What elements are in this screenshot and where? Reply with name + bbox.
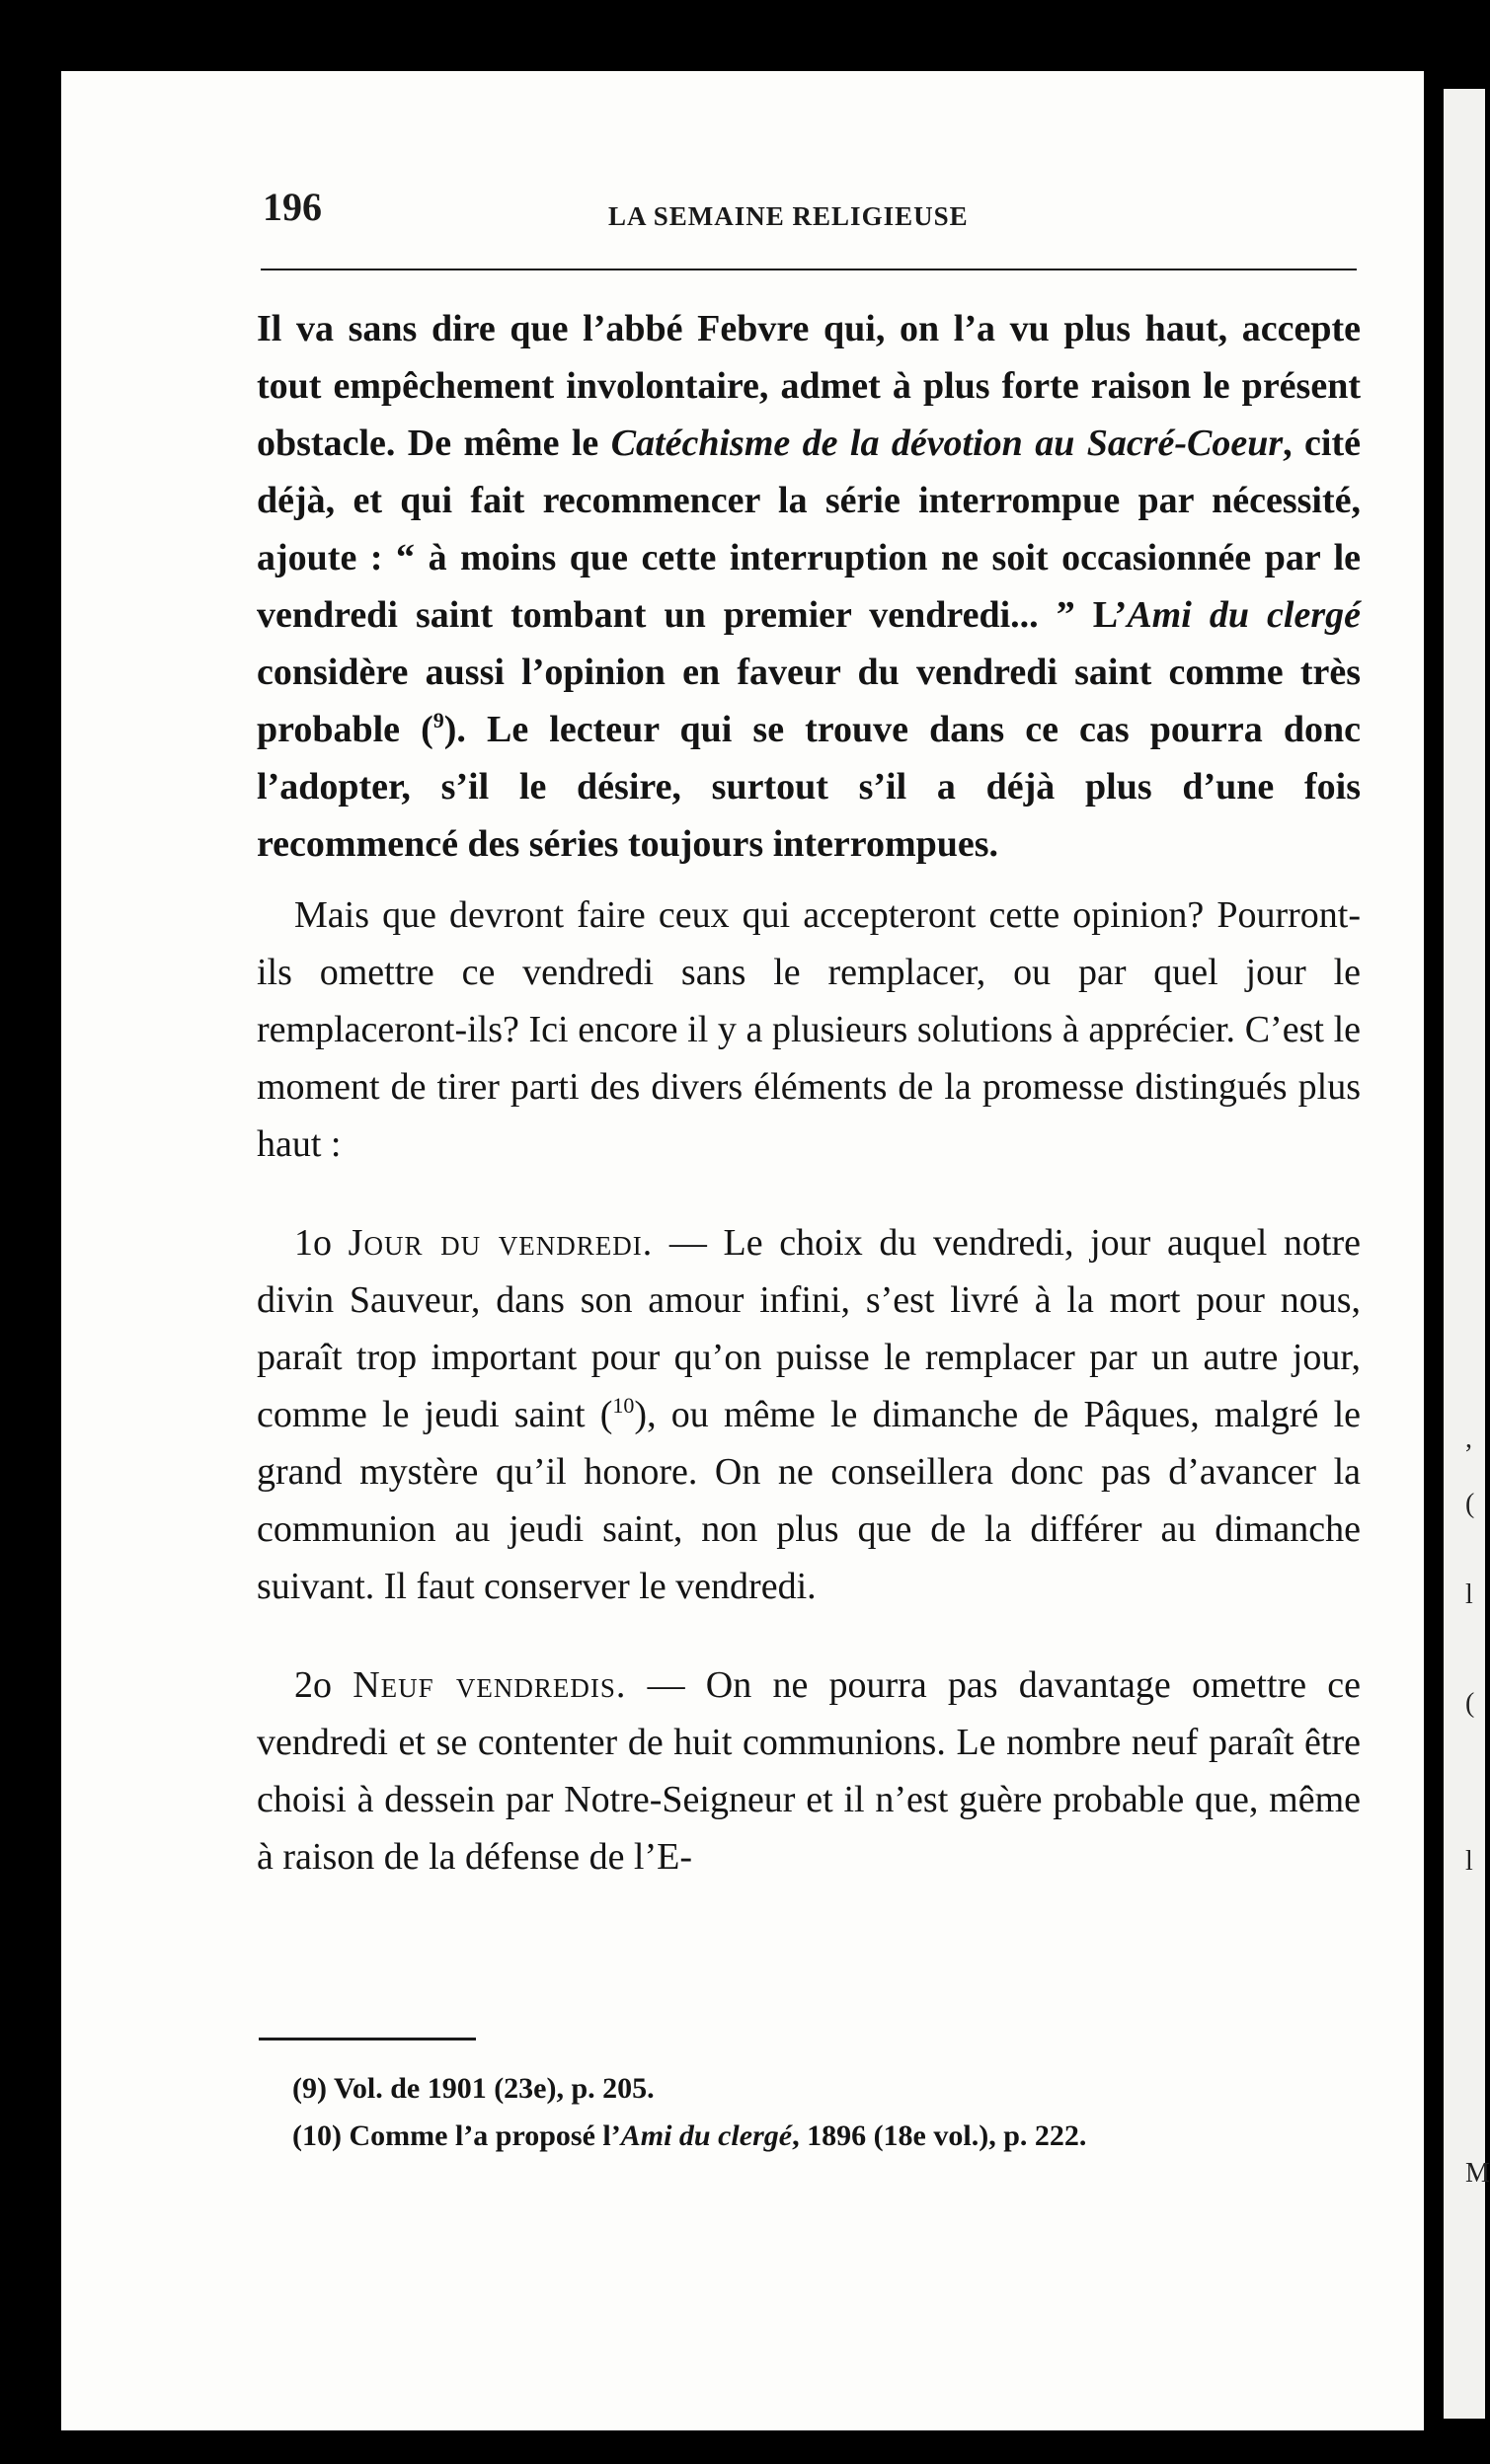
adjacent-page-glyph: l bbox=[1465, 1579, 1473, 1610]
section-number: 2o bbox=[294, 1664, 332, 1706]
footnote-text: Comme l’a proposé l’ bbox=[341, 2119, 621, 2152]
footnotes bbox=[292, 2065, 1369, 2160]
footnote-reference: 10 bbox=[612, 1393, 635, 1418]
adjacent-page-glyph: ( bbox=[1465, 1489, 1475, 1519]
adjacent-page-edge bbox=[1444, 89, 1485, 2419]
text-run: , cité déjà, et qui fait recommencer la série interrompue par nécessité, ajoute : “ à moins que cette interruption ne soit occasionnée par le vendredi saint tombant un premier vendredi... ” L’ bbox=[257, 423, 1362, 636]
text-run: ), ou même le dimanche de Pâques, malgré le grand mystère qu’il honore. On ne conseillera donc pas d’avancer la communion au jeudi saint, non plus que de la différer au dimanche suivant. Il faut conserver le vendredi. bbox=[257, 1394, 1361, 1607]
page-number: 196 bbox=[263, 185, 322, 229]
text-run: — On ne pourra pas davantage omettre ce vendredi et se contenter de huit communions. Le nombre neuf paraît être choisi à dessein par Notre-Seigneur et il n’est guère probable que, même à raison de la défense de l’E- bbox=[257, 1664, 1362, 1878]
body-text bbox=[257, 300, 1361, 1886]
header-rule bbox=[261, 269, 1357, 270]
italic-title: Ami du clergé bbox=[620, 2119, 793, 2152]
footnote-rule bbox=[259, 2038, 476, 2040]
footnote-text: Vol. de 1901 (23e), p. 205. bbox=[326, 2072, 655, 2105]
italic-title: Ami du clergé bbox=[1127, 594, 1361, 636]
adjacent-page-glyph: , bbox=[1465, 1424, 1472, 1454]
footnote-mark: (10) bbox=[292, 2119, 342, 2152]
paragraph-1 bbox=[257, 300, 1361, 873]
footnote-9 bbox=[292, 2065, 1369, 2113]
running-title: LA SEMAINE RELIGIEUSE bbox=[608, 201, 969, 231]
text-run: considère aussi l’opinion en faveur du vendredi saint comme très probable ( bbox=[257, 652, 1361, 750]
footnote-10 bbox=[292, 2113, 1369, 2160]
adjacent-page-glyph: M bbox=[1465, 2158, 1490, 2189]
text-run: — Le choix du vendredi, jour auquel notre divin Sauveur, dans son amour infini, s’est livré à la mort pour nous, paraît trop important pour qu’on puisse le remplacer par un autre jour, comme le jeudi saint ( bbox=[257, 1222, 1361, 1435]
section-heading: Neuf vendredis. bbox=[353, 1664, 627, 1706]
section-number: 1o bbox=[294, 1222, 332, 1264]
footnote-reference: 9 bbox=[432, 708, 444, 732]
adjacent-page-glyph: l bbox=[1465, 1846, 1473, 1877]
page-header bbox=[203, 184, 1359, 243]
paragraph-3 bbox=[257, 1214, 1361, 1615]
footnote-text: , 1896 (18e vol.), p. 222. bbox=[792, 2119, 1087, 2152]
footnote-mark: (9) bbox=[292, 2072, 327, 2105]
section-heading: Jour du vendredi. bbox=[348, 1222, 654, 1264]
italic-title: Catéchisme de la dévotion au Sacré-Coeur bbox=[610, 423, 1284, 464]
adjacent-page-glyph: ( bbox=[1465, 1688, 1475, 1719]
text-run: ). Le lecteur qui se trouve dans ce cas pourra donc l’adopter, s’il le désire, surtout s’il a déjà plus d’une fois recommencé des séries toujours interrompues. bbox=[257, 709, 1361, 865]
text-run: Il va sans dire que l’abbé Febvre qui, on l’a vu plus haut, accepte tout empêchement involontaire, admet à plus forte raison le présent obstacle. De même le bbox=[257, 308, 1361, 464]
paragraph-4 bbox=[257, 1656, 1361, 1886]
paragraph-2: Mais que devront faire ceux qui accepteront cette opinion? Pourront-ils omettre ce vendredi sans le remplacer, ou par quel jour le remplaceront-ils? Ici encore il y a plusieurs solutions à apprécier. C’est le moment de tirer parti des divers éléments de la promesse distingués plus haut : bbox=[257, 894, 1361, 1165]
